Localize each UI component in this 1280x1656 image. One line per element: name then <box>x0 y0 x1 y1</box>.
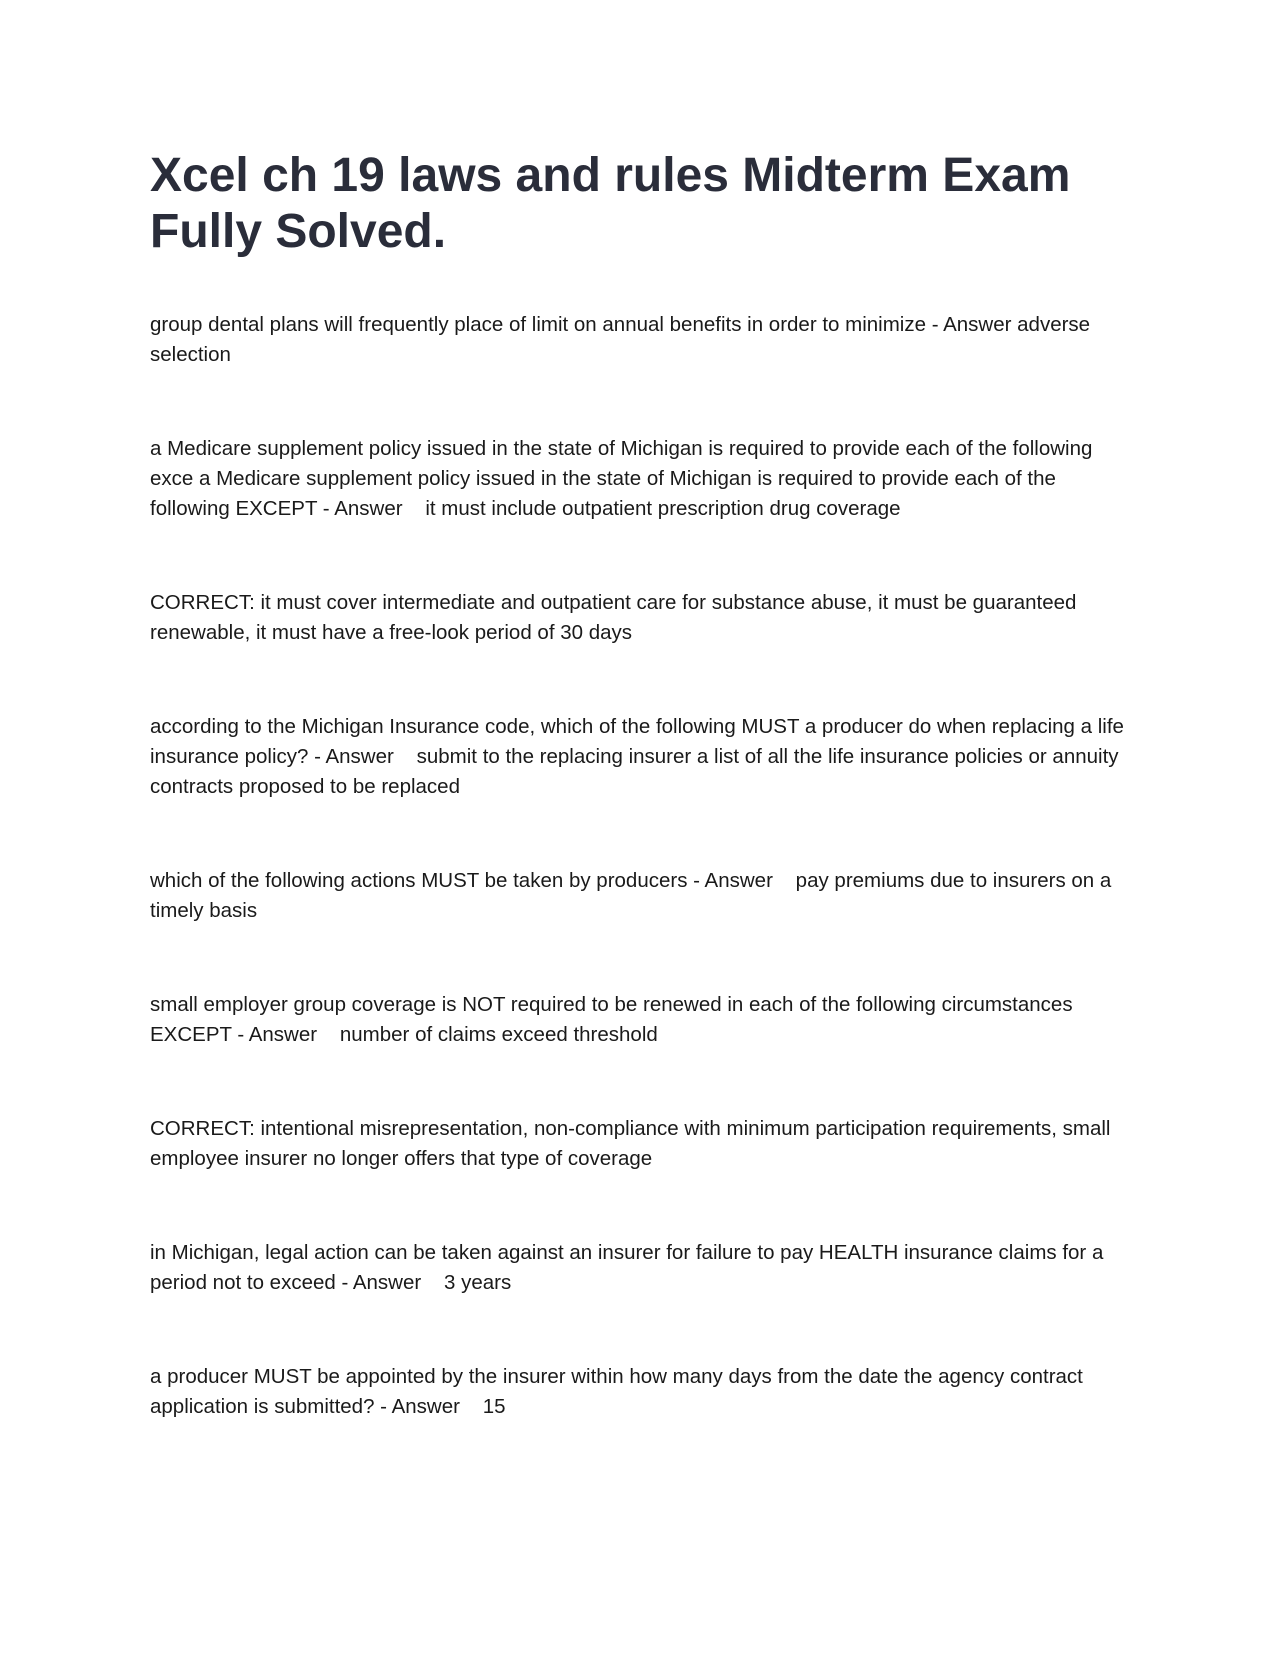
qa-paragraph-7: CORRECT: intentional misrepresentation, non-compliance with minimum participation requirements, small employee insurer no longer offers that type of coverage <box>150 1117 1117 1170</box>
qa-paragraph-1: group dental plans will frequently place of limit on annual benefits in order to minimize - Answer adverse selection <box>150 313 1096 366</box>
document-page <box>150 148 1135 1486</box>
qa-paragraph-3: CORRECT: it must cover intermediate and outpatient care for substance abuse, it must be guaranteed renewable, it must have a free-look period of 30 days <box>150 591 1083 644</box>
qa-paragraph-5: which of the following actions MUST be taken by producers - Answer pay premiums due to insurers on a timely basis <box>150 869 1118 922</box>
qa-paragraph-4: according to the Michigan Insurance code, which of the following MUST a producer do when replacing a life insurance policy? - Answer submit to the replacing insurer a list of all the life insurance policies or annuity contracts proposed to be replaced <box>150 715 1130 798</box>
qa-paragraph-2: a Medicare supplement policy issued in the state of Michigan is required to provide each of the following exce a Medicare supplement policy issued in the state of Michigan is required to provide each of the following EXCEPT - Answer it must include outpatient prescription drug coverage <box>150 437 1099 520</box>
qa-paragraph-8: in Michigan, legal action can be taken against an insurer for failure to pay HEALTH insurance claims for a period not to exceed - Answer 3 years <box>150 1241 1110 1294</box>
page-title: Xcel ch 19 laws and rules Midterm Exam Fully Solved. <box>150 149 1071 258</box>
qa-paragraph-9: a producer MUST be appointed by the insurer within how many days from the date the agency contract application is submitted? - Answer 15 <box>150 1365 1089 1418</box>
qa-paragraph-6: small employer group coverage is NOT required to be renewed in each of the following circumstances EXCEPT - Answer number of claims exceed threshold <box>150 993 1079 1046</box>
